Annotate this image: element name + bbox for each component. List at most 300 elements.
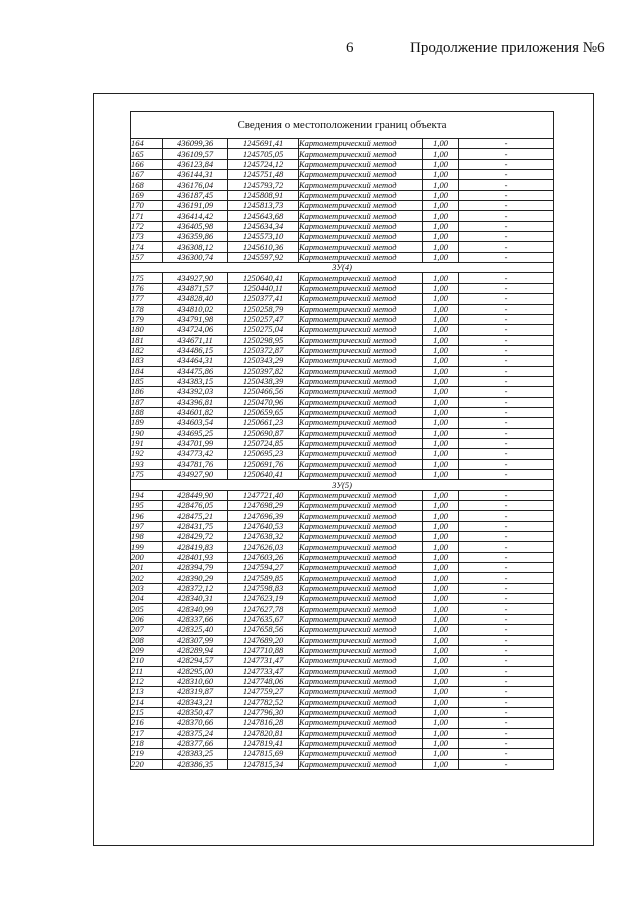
method-cell: Картометрический метод — [299, 376, 423, 386]
coord-y: 1247710,88 — [228, 645, 299, 655]
point-number: 219 — [131, 749, 163, 759]
description-cell: - — [459, 201, 554, 211]
point-number: 197 — [131, 521, 163, 531]
table-row — [131, 749, 554, 759]
coord-x: 434475,86 — [163, 366, 228, 376]
coord-x: 436109,57 — [163, 149, 228, 159]
method-cell: Картометрический метод — [299, 201, 423, 211]
table-row — [131, 190, 554, 200]
description-cell: - — [459, 252, 554, 262]
description-cell: - — [459, 728, 554, 738]
description-cell: - — [459, 594, 554, 604]
description-cell: - — [459, 325, 554, 335]
point-number: 193 — [131, 459, 163, 469]
coord-y: 1247820,81 — [228, 728, 299, 738]
point-number: 183 — [131, 356, 163, 366]
coord-y: 1250470,96 — [228, 397, 299, 407]
method-cell: Картометрический метод — [299, 397, 423, 407]
method-cell: Картометрический метод — [299, 428, 423, 438]
coord-y: 1247815,69 — [228, 749, 299, 759]
point-number: 215 — [131, 707, 163, 717]
method-cell: Картометрический метод — [299, 283, 423, 293]
point-number: 202 — [131, 573, 163, 583]
accuracy-cell: 1,00 — [423, 728, 459, 738]
description-cell: - — [459, 625, 554, 635]
coord-x: 434927,90 — [163, 273, 228, 283]
description-cell: - — [459, 470, 554, 480]
description-cell: - — [459, 139, 554, 149]
table-row — [131, 759, 554, 769]
table-row — [131, 573, 554, 583]
description-cell: - — [459, 666, 554, 676]
coord-x: 434671,11 — [163, 335, 228, 345]
coord-x: 436300,74 — [163, 252, 228, 262]
method-cell: Картометрический метод — [299, 573, 423, 583]
section-label: 3У(4) — [131, 263, 554, 273]
method-cell: Картометрический метод — [299, 635, 423, 645]
table-row — [131, 211, 554, 221]
coord-x: 428325,40 — [163, 625, 228, 635]
coord-y: 1247816,28 — [228, 718, 299, 728]
description-cell: - — [459, 583, 554, 593]
description-cell: - — [459, 490, 554, 500]
table-row — [131, 159, 554, 169]
table-row — [131, 645, 554, 655]
method-cell: Картометрический метод — [299, 294, 423, 304]
coord-x: 434810,02 — [163, 304, 228, 314]
coord-y: 1250377,41 — [228, 294, 299, 304]
description-cell: - — [459, 221, 554, 231]
point-number: 186 — [131, 387, 163, 397]
method-cell: Картометрический метод — [299, 501, 423, 511]
coord-x: 434828,40 — [163, 294, 228, 304]
accuracy-cell: 1,00 — [423, 428, 459, 438]
section-header-row — [131, 480, 554, 490]
accuracy-cell: 1,00 — [423, 645, 459, 655]
coord-x: 434601,82 — [163, 407, 228, 417]
coord-y: 1247819,41 — [228, 738, 299, 748]
accuracy-cell: 1,00 — [423, 314, 459, 324]
table-row — [131, 397, 554, 407]
method-cell: Картометрический метод — [299, 356, 423, 366]
method-cell: Картометрический метод — [299, 273, 423, 283]
table-row — [131, 521, 554, 531]
table-row — [131, 376, 554, 386]
description-cell: - — [459, 604, 554, 614]
coord-x: 428310,60 — [163, 676, 228, 686]
description-cell: - — [459, 697, 554, 707]
description-cell: - — [459, 345, 554, 355]
method-cell: Картометрический метод — [299, 583, 423, 593]
table-row — [131, 718, 554, 728]
page-number: 6 — [346, 40, 354, 56]
point-number: 187 — [131, 397, 163, 407]
accuracy-cell: 1,00 — [423, 697, 459, 707]
point-number: 166 — [131, 159, 163, 169]
description-cell: - — [459, 232, 554, 242]
table-row — [131, 232, 554, 242]
method-cell: Картометрический метод — [299, 666, 423, 676]
coord-y: 1247698,29 — [228, 501, 299, 511]
method-cell: Картометрический метод — [299, 552, 423, 562]
coord-x: 434603,54 — [163, 418, 228, 428]
point-number: 192 — [131, 449, 163, 459]
coord-x: 436308,12 — [163, 242, 228, 252]
coord-y: 1247731,47 — [228, 656, 299, 666]
method-cell: Картометрический метод — [299, 345, 423, 355]
coord-x: 428377,66 — [163, 738, 228, 748]
coord-x: 428307,99 — [163, 635, 228, 645]
coord-y: 1247594,27 — [228, 563, 299, 573]
coord-y: 1245573,10 — [228, 232, 299, 242]
coord-y: 1250438,39 — [228, 376, 299, 386]
description-cell: - — [459, 449, 554, 459]
accuracy-cell: 1,00 — [423, 438, 459, 448]
coord-y: 1245643,68 — [228, 211, 299, 221]
point-number: 209 — [131, 645, 163, 655]
coord-y: 1250640,41 — [228, 273, 299, 283]
point-number: 213 — [131, 687, 163, 697]
coord-y: 1245705,05 — [228, 149, 299, 159]
accuracy-cell: 1,00 — [423, 511, 459, 521]
description-cell: - — [459, 573, 554, 583]
table-row — [131, 676, 554, 686]
coord-x: 428390,29 — [163, 573, 228, 583]
table-row — [131, 552, 554, 562]
coord-y: 1247603,26 — [228, 552, 299, 562]
coord-y: 1247638,32 — [228, 532, 299, 542]
coord-x: 428340,31 — [163, 594, 228, 604]
point-number: 214 — [131, 697, 163, 707]
accuracy-cell: 1,00 — [423, 470, 459, 480]
coord-x: 428343,21 — [163, 697, 228, 707]
point-number: 172 — [131, 221, 163, 231]
accuracy-cell: 1,00 — [423, 159, 459, 169]
accuracy-cell: 1,00 — [423, 552, 459, 562]
point-number: 182 — [131, 345, 163, 355]
coord-x: 428475,21 — [163, 511, 228, 521]
coord-y: 1247627,78 — [228, 604, 299, 614]
accuracy-cell: 1,00 — [423, 211, 459, 221]
coord-y: 1245610,36 — [228, 242, 299, 252]
table-row — [131, 201, 554, 211]
method-cell: Картометрический метод — [299, 232, 423, 242]
coord-x: 434781,76 — [163, 459, 228, 469]
coord-x: 436414,42 — [163, 211, 228, 221]
table-row — [131, 666, 554, 676]
description-cell: - — [459, 563, 554, 573]
coord-x: 428340,99 — [163, 604, 228, 614]
table-row — [131, 387, 554, 397]
method-cell: Картометрический метод — [299, 542, 423, 552]
point-number: 190 — [131, 428, 163, 438]
method-cell: Картометрический метод — [299, 697, 423, 707]
coord-y: 1250343,29 — [228, 356, 299, 366]
method-cell: Картометрический метод — [299, 625, 423, 635]
point-number: 189 — [131, 418, 163, 428]
description-cell: - — [459, 707, 554, 717]
method-cell: Картометрический метод — [299, 470, 423, 480]
point-number: 169 — [131, 190, 163, 200]
coord-x: 434791,98 — [163, 314, 228, 324]
table-row — [131, 221, 554, 231]
table-row — [131, 314, 554, 324]
accuracy-cell: 1,00 — [423, 687, 459, 697]
description-cell: - — [459, 149, 554, 159]
method-cell: Картометрический метод — [299, 728, 423, 738]
table-row — [131, 449, 554, 459]
point-number: 167 — [131, 170, 163, 180]
coord-y: 1247626,03 — [228, 542, 299, 552]
accuracy-cell: 1,00 — [423, 521, 459, 531]
point-number: 194 — [131, 490, 163, 500]
method-cell: Картометрический метод — [299, 449, 423, 459]
point-number: 164 — [131, 139, 163, 149]
method-cell: Картометрический метод — [299, 707, 423, 717]
accuracy-cell: 1,00 — [423, 594, 459, 604]
point-number: 174 — [131, 242, 163, 252]
method-cell: Картометрический метод — [299, 438, 423, 448]
point-number: 188 — [131, 407, 163, 417]
method-cell: Картометрический метод — [299, 149, 423, 159]
coord-x: 428289,94 — [163, 645, 228, 655]
coord-y: 1245691,41 — [228, 139, 299, 149]
coord-y: 1250661,23 — [228, 418, 299, 428]
accuracy-cell: 1,00 — [423, 139, 459, 149]
point-number: 157 — [131, 252, 163, 262]
table-row — [131, 738, 554, 748]
description-cell: - — [459, 614, 554, 624]
section-header-row — [131, 263, 554, 273]
description-cell: - — [459, 687, 554, 697]
accuracy-cell: 1,00 — [423, 604, 459, 614]
table-row — [131, 470, 554, 480]
coord-y: 1247623,19 — [228, 594, 299, 604]
point-number: 207 — [131, 625, 163, 635]
coord-x: 428295,00 — [163, 666, 228, 676]
description-cell: - — [459, 366, 554, 376]
coord-y: 1250691,76 — [228, 459, 299, 469]
coord-y: 1250695,23 — [228, 449, 299, 459]
table-row — [131, 563, 554, 573]
method-cell: Картометрический метод — [299, 314, 423, 324]
point-number: 175 — [131, 470, 163, 480]
coord-x: 428375,24 — [163, 728, 228, 738]
description-cell: - — [459, 387, 554, 397]
coord-x: 428401,93 — [163, 552, 228, 562]
coord-y: 1250466,56 — [228, 387, 299, 397]
method-cell: Картометрический метод — [299, 242, 423, 252]
point-number: 211 — [131, 666, 163, 676]
table-row — [131, 407, 554, 417]
description-cell: - — [459, 180, 554, 190]
method-cell: Картометрический метод — [299, 594, 423, 604]
description-cell: - — [459, 749, 554, 759]
table-row — [131, 294, 554, 304]
accuracy-cell: 1,00 — [423, 273, 459, 283]
method-cell: Картометрический метод — [299, 387, 423, 397]
accuracy-cell: 1,00 — [423, 749, 459, 759]
coord-x: 436191,09 — [163, 201, 228, 211]
coord-x: 428372,12 — [163, 583, 228, 593]
description-cell: - — [459, 511, 554, 521]
accuracy-cell: 1,00 — [423, 583, 459, 593]
accuracy-cell: 1,00 — [423, 304, 459, 314]
table-row — [131, 656, 554, 666]
table-row — [131, 366, 554, 376]
table-title-row — [131, 112, 554, 139]
table-row — [131, 614, 554, 624]
method-cell: Картометрический метод — [299, 614, 423, 624]
coord-x: 434724,06 — [163, 325, 228, 335]
accuracy-cell: 1,00 — [423, 366, 459, 376]
accuracy-cell: 1,00 — [423, 294, 459, 304]
method-cell: Картометрический метод — [299, 676, 423, 686]
point-number: 177 — [131, 294, 163, 304]
point-number: 181 — [131, 335, 163, 345]
coord-y: 1245597,92 — [228, 252, 299, 262]
accuracy-cell: 1,00 — [423, 759, 459, 769]
coord-y: 1245793,72 — [228, 180, 299, 190]
point-number: 178 — [131, 304, 163, 314]
table-row — [131, 542, 554, 552]
coord-x: 436176,04 — [163, 180, 228, 190]
coord-x: 428386,35 — [163, 759, 228, 769]
method-cell: Картометрический метод — [299, 418, 423, 428]
accuracy-cell: 1,00 — [423, 170, 459, 180]
accuracy-cell: 1,00 — [423, 707, 459, 717]
accuracy-cell: 1,00 — [423, 532, 459, 542]
coord-y: 1247635,67 — [228, 614, 299, 624]
table-row — [131, 325, 554, 335]
coord-x: 436359,86 — [163, 232, 228, 242]
description-cell: - — [459, 635, 554, 645]
point-number: 212 — [131, 676, 163, 686]
coord-x: 428337,66 — [163, 614, 228, 624]
table-row — [131, 149, 554, 159]
table-row — [131, 687, 554, 697]
coord-x: 434701,99 — [163, 438, 228, 448]
accuracy-cell: 1,00 — [423, 356, 459, 366]
table-row — [131, 170, 554, 180]
description-cell: - — [459, 501, 554, 511]
coord-y: 1245808,91 — [228, 190, 299, 200]
description-cell: - — [459, 407, 554, 417]
accuracy-cell: 1,00 — [423, 563, 459, 573]
coord-y: 1250275,04 — [228, 325, 299, 335]
coord-x: 436187,45 — [163, 190, 228, 200]
point-number: 218 — [131, 738, 163, 748]
coord-y: 1247796,30 — [228, 707, 299, 717]
section-label: 3У(5) — [131, 480, 554, 490]
table-row — [131, 625, 554, 635]
coord-y: 1250258,79 — [228, 304, 299, 314]
description-cell: - — [459, 314, 554, 324]
coord-y: 1247733,47 — [228, 666, 299, 676]
accuracy-cell: 1,00 — [423, 283, 459, 293]
description-cell: - — [459, 335, 554, 345]
coord-y: 1250440,11 — [228, 283, 299, 293]
method-cell: Картометрический метод — [299, 139, 423, 149]
table-row — [131, 594, 554, 604]
accuracy-cell: 1,00 — [423, 387, 459, 397]
table-row — [131, 728, 554, 738]
accuracy-cell: 1,00 — [423, 666, 459, 676]
table-body — [131, 139, 554, 770]
method-cell: Картометрический метод — [299, 221, 423, 231]
coord-y: 1247598,83 — [228, 583, 299, 593]
accuracy-cell: 1,00 — [423, 625, 459, 635]
point-number: 208 — [131, 635, 163, 645]
point-number: 216 — [131, 718, 163, 728]
method-cell: Картометрический метод — [299, 407, 423, 417]
table-row — [131, 697, 554, 707]
coord-y: 1250690,87 — [228, 428, 299, 438]
accuracy-cell: 1,00 — [423, 325, 459, 335]
coord-x: 428350,47 — [163, 707, 228, 717]
description-cell: - — [459, 242, 554, 252]
method-cell: Картометрический метод — [299, 687, 423, 697]
point-number: 176 — [131, 283, 163, 293]
point-number: 200 — [131, 552, 163, 562]
description-cell: - — [459, 304, 554, 314]
coord-x: 434464,31 — [163, 356, 228, 366]
point-number: 180 — [131, 325, 163, 335]
point-number: 179 — [131, 314, 163, 324]
method-cell: Картометрический метод — [299, 252, 423, 262]
point-number: 206 — [131, 614, 163, 624]
coord-y: 1250640,41 — [228, 470, 299, 480]
boundary-coordinates-table — [130, 111, 554, 770]
point-number: 185 — [131, 376, 163, 386]
table-row — [131, 252, 554, 262]
method-cell: Картометрический метод — [299, 190, 423, 200]
description-cell: - — [459, 459, 554, 469]
point-number: 220 — [131, 759, 163, 769]
coord-y: 1245751,48 — [228, 170, 299, 180]
coord-x: 434392,03 — [163, 387, 228, 397]
coord-y: 1245634,34 — [228, 221, 299, 231]
accuracy-cell: 1,00 — [423, 449, 459, 459]
coord-y: 1250372,87 — [228, 345, 299, 355]
point-number: 171 — [131, 211, 163, 221]
coord-y: 1250659,65 — [228, 407, 299, 417]
accuracy-cell: 1,00 — [423, 397, 459, 407]
accuracy-cell: 1,00 — [423, 407, 459, 417]
point-number: 173 — [131, 232, 163, 242]
coord-x: 434871,57 — [163, 283, 228, 293]
accuracy-cell: 1,00 — [423, 501, 459, 511]
table-row — [131, 635, 554, 645]
appendix-title: Продолжение приложения №6 — [410, 40, 605, 56]
point-number: 205 — [131, 604, 163, 614]
method-cell: Картометрический метод — [299, 604, 423, 614]
accuracy-cell: 1,00 — [423, 542, 459, 552]
accuracy-cell: 1,00 — [423, 232, 459, 242]
coord-x: 434396,81 — [163, 397, 228, 407]
coord-x: 428431,75 — [163, 521, 228, 531]
coord-x: 428429,72 — [163, 532, 228, 542]
point-number: 201 — [131, 563, 163, 573]
method-cell: Картометрический метод — [299, 521, 423, 531]
coord-x: 428370,66 — [163, 718, 228, 728]
method-cell: Картометрический метод — [299, 180, 423, 190]
accuracy-cell: 1,00 — [423, 190, 459, 200]
table-row — [131, 583, 554, 593]
description-cell: - — [459, 418, 554, 428]
accuracy-cell: 1,00 — [423, 614, 459, 624]
accuracy-cell: 1,00 — [423, 676, 459, 686]
